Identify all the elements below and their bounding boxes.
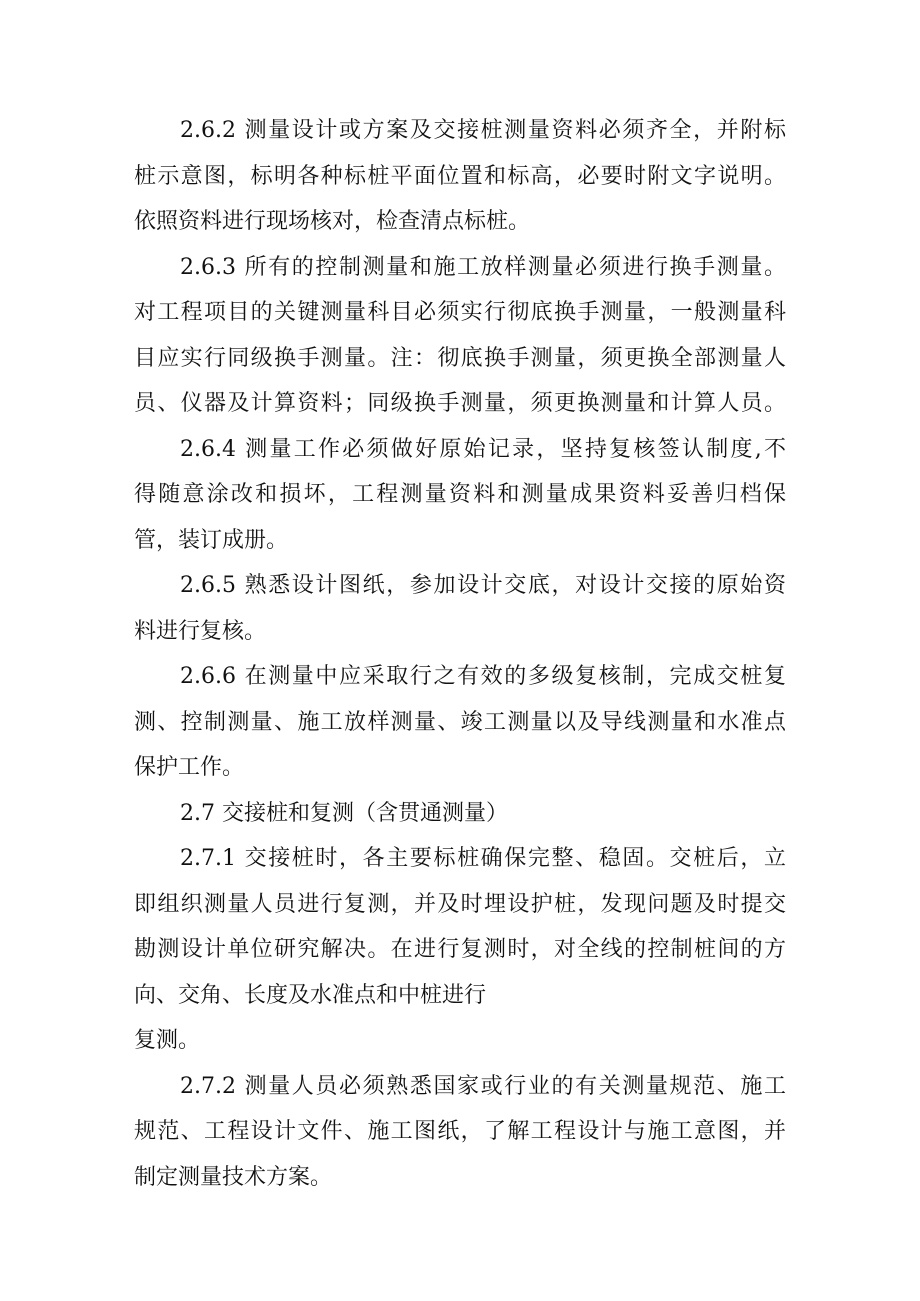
body-text <box>134 108 786 1200</box>
text-line: 员、仪器及计算资料；同级换手测量，须更换测量和计算人员。 <box>134 391 786 416</box>
text-line: 目应实行同级换手测量。注：彻底换手测量，须更换全部测量人 <box>134 345 786 371</box>
text-line: 桩示意图，标明各种标桩平面位置和标高，必要时附文字说明。 <box>134 163 786 189</box>
text-line: 对工程项目的关键测量科目必须实行彻底换手测量，一般测量科 <box>134 300 786 325</box>
text-line: 即组织测量人员进行复测，并及时埋设护桩，发现问题及时提交 <box>134 891 786 917</box>
text-line: 2.6.3 所有的控制测量和施工放样测量必须进行换手测量。 <box>180 254 786 280</box>
text-line: 得随意涂改和损坏，工程测量资料和测量成果资料妥善归档保 <box>134 482 786 507</box>
section-heading: 2.7 交接桩和复测（含贯通测量） <box>180 800 508 826</box>
text-line: 管，装订成册。 <box>134 527 289 553</box>
text-line: 规范、工程设计文件、施工图纸，了解工程设计与施工意图，并 <box>134 1119 786 1144</box>
text-line: 2.6.2 测量设计或方案及交接桩测量资料必须齐全，并附标 <box>180 118 786 143</box>
text-line: 复测。 <box>134 1028 201 1053</box>
text-line: 2.7.1 交接桩时，各主要标桩确保完整、稳固。交桩后，立 <box>180 846 786 871</box>
text-line: 2.7.2 测量人员必须熟悉国家或行业的有关测量规范、施工 <box>180 1073 786 1099</box>
text-line: 制定测量技术方案。 <box>134 1164 333 1190</box>
text-line: 依照资料进行现场核对，检查清点标桩。 <box>134 209 531 234</box>
text-line: 勘测设计单位研究解决。在进行复测时，对全线的控制桩间的方 <box>134 937 786 962</box>
text-line: 保护工作。 <box>134 755 245 780</box>
text-line: 测、控制测量、施工放样测量、竣工测量以及导线测量和水准点 <box>134 709 786 735</box>
text-line: 料进行复核。 <box>134 618 267 644</box>
text-line: 2.6.6 在测量中应采取行之有效的多级复核制，完成交桩复 <box>180 664 786 689</box>
text-line: 2.6.5 熟悉设计图纸，参加设计交底，对设计交接的原始资 <box>180 573 786 598</box>
text-line: 2.6.4 测量工作必须做好原始记录，坚持复核签认制度,不 <box>180 436 786 462</box>
text-line: 向、交角、长度及水准点和中桩进行 <box>134 982 487 1008</box>
